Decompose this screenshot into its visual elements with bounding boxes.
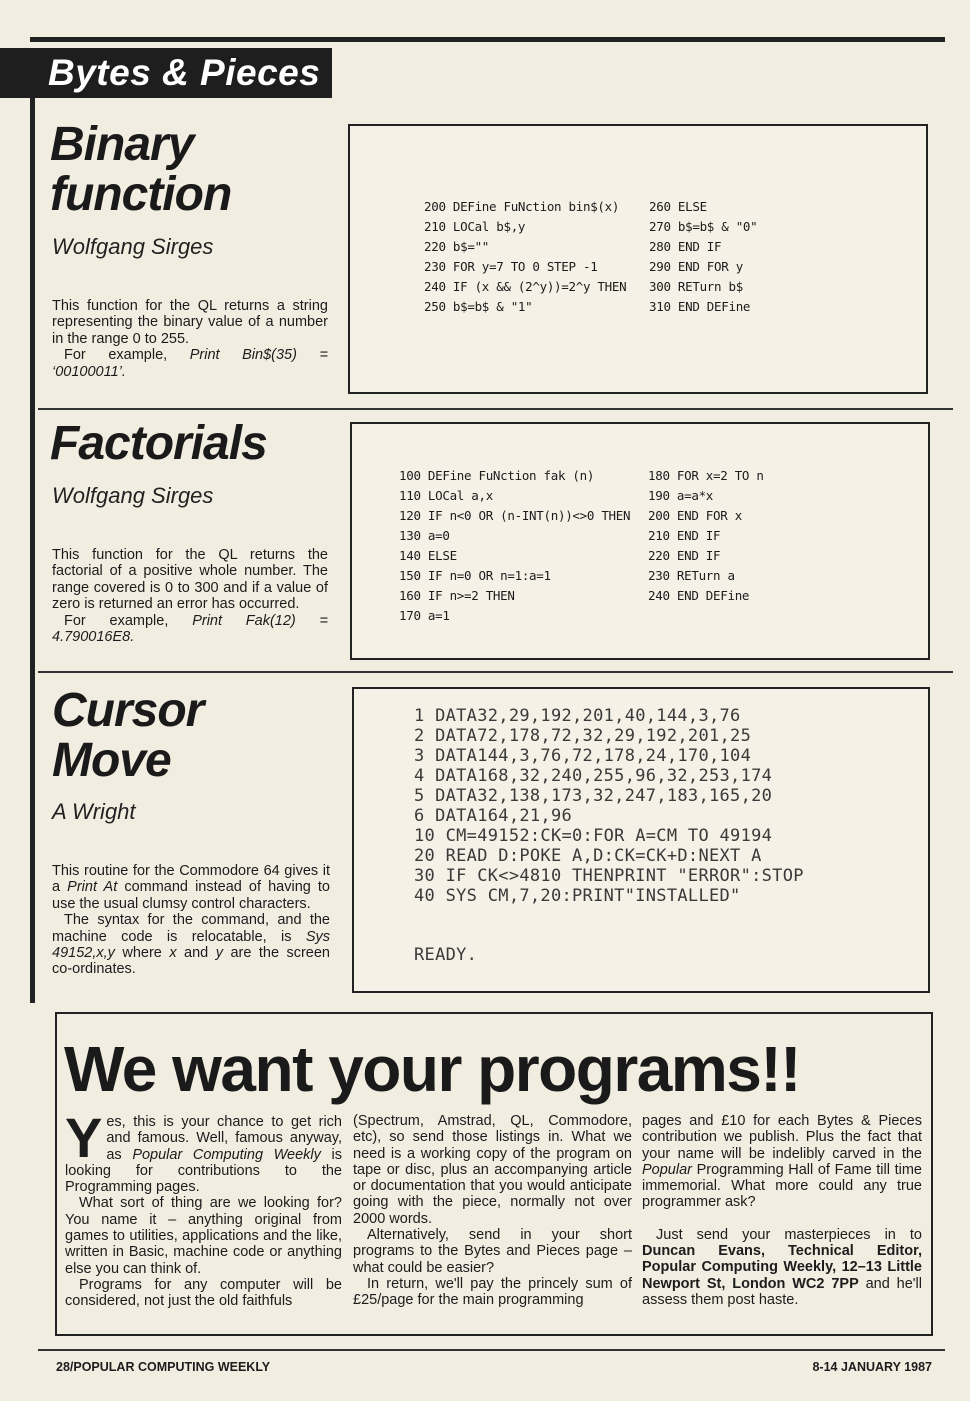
cursor-title-line1: Cursor [52,684,204,737]
promo-col3-p2 [642,1227,922,1308]
code-line: 5 DATA32,138,173,32,247,183,165,20 [414,786,773,806]
code-line: 40 SYS CM,7,20:PRINT"INSTALLED" [414,886,741,906]
cursor-desc-p1-a: This routine for the Commodore 64 gives it a [52,863,330,896]
code-line: 230 RETurn a [648,568,735,583]
code-line: 130 a=0 [399,528,450,543]
binary-desc-p1: This function for the QL returns a string representing the binary value of a number in the range 0 to 255. [52,298,328,347]
code-line: 220 b$="" [424,239,490,254]
code-line: 160 IF n>=2 THEN [399,588,515,603]
binary-desc-p2 [52,347,328,380]
code-line: 290 END FOR y [649,259,743,274]
binary-desc-example: Print Bin$(35) = ‘00100011’. [52,347,328,380]
cursor-author: A Wright [52,799,136,824]
promo-col3-p1-a: pages and £10 for each Bytes & Pieces contribution we publish. Plus the fact that your name will be indelibly carved in the [642,1113,922,1162]
cursor-desc-p2-y: y [215,945,223,962]
promo-col1-p1-em: Popular Computing Weekly [132,1146,321,1163]
factorials-description [52,547,328,645]
code-line: 20 READ D:POKE A,D:CK=CK+D:NEXT A [414,846,762,866]
promo-column-1 [65,1106,343,1310]
code-line: 230 FOR y=7 TO 0 STEP -1 [424,259,598,274]
code-line: 240 IF (x && (2^y))=2^y THEN [424,279,627,294]
code-line: 100 DEFine FuNction fak (n) [399,468,595,483]
promo-col3-p2-a: Just send your masterpieces in to [656,1226,922,1243]
section-title: Bytes & Pieces [48,52,321,93]
promo-col2-p1: (Spectrum, Amstrad, QL, Commodore, etc), so send those listings in. What we need is a working copy of the program on tape or disc, plus an accompanying article or documentation that you would anticipate going with the piece, normally not over 2000 words. [353,1113,632,1227]
cursor-title-line2: Move [52,734,171,787]
code-line: 300 RETurn b$ [649,279,743,294]
promo-col1-p1-a: es, this is your chance to get rich and famous. Well, famous anyway, as [106,1114,342,1163]
promo-column-2 [353,1113,632,1309]
code-line: 140 ELSE [399,548,457,563]
cursor-desc-p2-d: are the screen co-ordinates. [52,945,331,978]
cursor-ready-prompt: READY. [414,945,478,965]
cursor-desc-p2-a: The syntax for the command, and the machine code is relocatable, is [52,912,330,945]
promo-col1-p1-b: is looking for contributions to the Programming pages. [65,1146,343,1196]
binary-title [50,120,231,220]
code-line: 260 ELSE [649,199,707,214]
cursor-desc-p2 [52,912,330,978]
factorials-desc-p2 [52,613,328,646]
promo-col3-p2-address: Duncan Evans, Technical Editor, Popular Computing Weekly, 12–13 Little Newport St, London WC2 7PP [642,1243,922,1292]
footer-right: 8-14 JANUARY 1987 [812,1360,932,1374]
code-line: 3 DATA144,3,76,72,178,24,170,104 [414,746,752,766]
code-line: 250 b$=b$ & "1" [424,299,533,314]
code-line: 150 IF n=0 OR n=1:a=1 [399,568,551,583]
binary-code-left [424,197,626,317]
code-line: 4 DATA168,32,240,255,96,32,253,174 [414,766,773,786]
promo-col3-p1-em: Popular [642,1161,692,1178]
cursor-desc-p1-em: Print At [67,879,118,896]
binary-description [52,298,328,380]
code-line: 200 DEFine FuNction bin$(x) [424,199,620,214]
cursor-description [52,863,330,978]
promo-col1-p3: Programs for any computer will be considered, not just the old faithfuls [65,1276,342,1310]
cursor-desc-p1-b: command instead of having to use the usual clumsy control characters. [52,879,331,912]
section-divider [38,671,953,673]
factorials-code-left [399,466,630,626]
code-line: 120 IF n<0 OR (n-INT(n))<>0 THEN [399,508,631,523]
binary-title-line2: function [50,168,232,221]
footer-rule [38,1349,945,1351]
promo-col1-p2: What sort of thing are we looking for? You name it – anything original from games to utilities, applications and the like, written in Basic, machine code or anything else you can think of. [65,1195,342,1277]
promo-title: We want your programs!! [64,1033,800,1105]
cursor-desc-p2-b: where [122,945,162,962]
promo-col3-p2-b: and he'll assess them post haste. [642,1275,923,1308]
binary-code-right [649,197,757,317]
cursor-code-listing [414,706,804,906]
section-divider [38,408,953,410]
code-line: 210 LOCal b$,y [424,219,526,234]
factorials-code-right [648,466,764,606]
factorials-desc-p1: This function for the QL returns the factorial of a positive whole number. The range covered is 0 to 300 and if a value of zero is returned an error has occurred. [52,547,328,613]
code-line: 190 a=a*x [648,488,714,503]
code-line: 220 END IF [648,548,721,563]
cursor-desc-p2-x: x [169,945,177,962]
promo-col2-p2: Alternatively, send in your short programs to the Bytes and Pieces page – what could be easier? [353,1227,632,1276]
code-line: 170 a=1 [399,608,450,623]
code-line: 240 END DEFine [648,588,750,603]
promo-dropcap: Y [65,1106,103,1169]
factorials-title: Factorials [50,417,267,470]
promo-column-3 [642,1113,922,1308]
footer-left: 28/POPULAR COMPUTING WEEKLY [56,1360,271,1374]
code-line: 280 END IF [649,239,722,254]
code-line: 270 b$=b$ & "0" [649,219,758,234]
code-line: 6 DATA164,21,96 [414,806,573,826]
promo-col2-p3: In return, we'll pay the princely sum of £25/page for the main programming [353,1275,632,1309]
code-line: 310 END DEFine [649,299,751,314]
factorials-desc-p2-prefix: For example, [64,612,169,629]
promo-col3-p1 [642,1113,922,1211]
promo-col1-p1 [65,1106,343,1196]
factorials-author: Wolfgang Sirges [52,483,214,508]
promo-col3-p1-b: Programming Hall of Fame till time immemorial. What more could any true programmer ask? [642,1161,922,1211]
cursor-desc-p2-em: Sys 49152,x,y [52,928,330,962]
cursor-desc-p1 [52,863,330,912]
code-line: 180 FOR x=2 TO n [648,468,764,483]
binary-desc-p2-prefix: For example, [64,347,168,364]
code-line: 110 LOCal a,x [399,488,493,503]
code-line: 2 DATA72,178,72,32,29,192,201,25 [414,726,752,746]
left-column-rule [30,98,35,1003]
code-line: 30 IF CK<>4810 THENPRINT "ERROR":STOP [414,866,804,886]
cursor-desc-p2-c: and [184,945,209,962]
factorials-desc-example: Print Fak(12) = 4.790016E8. [52,612,329,646]
binary-title-line1: Binary [50,118,194,171]
binary-author: Wolfgang Sirges [52,234,214,259]
cursor-title [52,686,203,786]
code-line: 10 CM=49152:CK=0:FOR A=CM TO 49194 [414,826,773,846]
code-line: 210 END IF [648,528,721,543]
code-line: 1 DATA32,29,192,201,40,144,3,76 [414,706,741,726]
top-rule [30,37,945,42]
code-line: 200 END FOR x [648,508,742,523]
